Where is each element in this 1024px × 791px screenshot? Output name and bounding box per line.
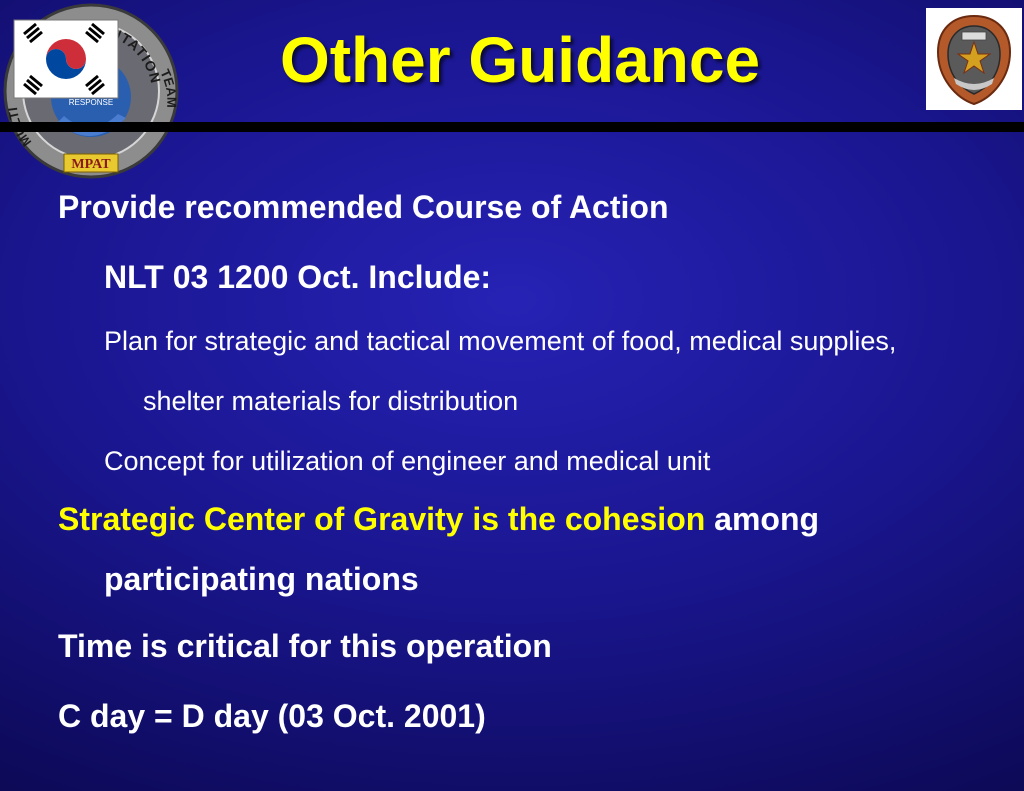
sub-bullet-nlt: NLT 03 1200 Oct. Include: — [104, 259, 492, 295]
bullet-time-critical: Time is critical for this operation — [58, 628, 552, 664]
slide-title: Other Guidance — [279, 24, 761, 96]
bullet-center-of-gravity-cont: participating nations — [104, 561, 419, 597]
bullet-c-day: C day = D day (03 Oct. 2001) — [58, 698, 486, 734]
emblem-ring-text-right: TEAM — [157, 66, 180, 108]
sub-sub-bullet-plan: Plan for strategic and tactical movement of food, medical supplies, — [104, 326, 897, 356]
sub-sub-bullet-concept: Concept for utilization of engineer and medical unit — [104, 446, 711, 476]
emblem-ring-text-top: TATION — [118, 29, 165, 86]
center-of-gravity-rest: among — [705, 501, 820, 537]
emblem-badge-text: MPAT — [71, 157, 111, 172]
unit-crest-icon — [926, 8, 1022, 110]
bullet-center-of-gravity — [58, 503, 819, 535]
sub-sub-bullet-plan-cont: shelter materials for distribution — [143, 386, 519, 416]
center-of-gravity-highlight: Strategic Center of Gravity is the cohesion — [58, 501, 706, 537]
bullet-course-of-action: Provide recommended Course of Action — [58, 189, 669, 225]
title-divider — [0, 122, 1024, 132]
emblem-center-text: RESPONSE — [68, 98, 114, 107]
mpat-emblem-icon — [2, 2, 180, 180]
emblem-ring-text-left: M TI — [5, 106, 35, 150]
korean-flag-icon — [14, 20, 118, 98]
